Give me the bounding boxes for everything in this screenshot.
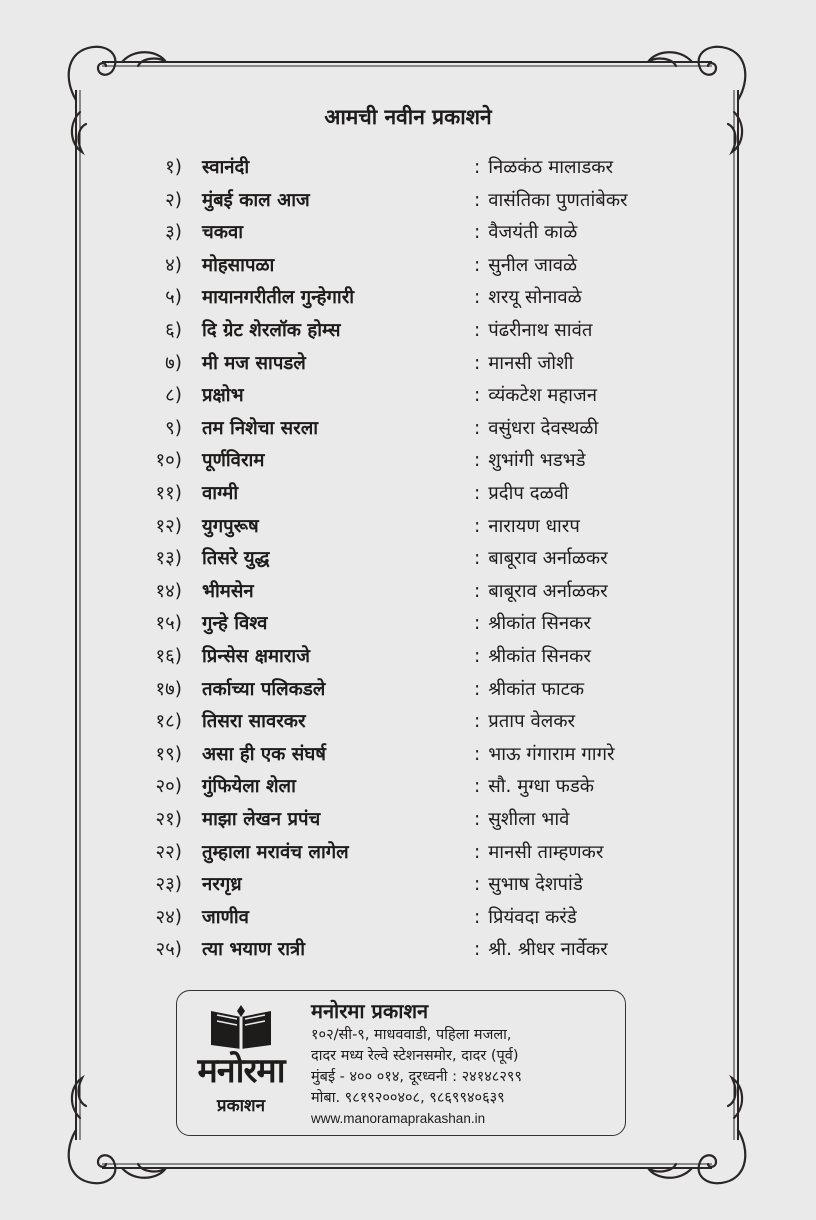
separator-colon: : bbox=[474, 711, 481, 733]
publisher-mobile: मोबा. ९८१९२००४०८, ९८६९९४०६३९ bbox=[311, 1090, 505, 1106]
list-item bbox=[0, 413, 816, 445]
author-name: प्रियंवदा करंडे bbox=[488, 906, 577, 928]
publisher-details bbox=[311, 997, 621, 1129]
list-item bbox=[0, 641, 816, 673]
book-title: युगपुरूष bbox=[202, 515, 259, 537]
list-item bbox=[0, 674, 816, 706]
separator-colon: : bbox=[474, 874, 481, 896]
separator-colon: : bbox=[474, 776, 481, 798]
logo-subtitle: प्रकाशन bbox=[216, 1096, 266, 1116]
book-author bbox=[474, 739, 615, 771]
list-item bbox=[0, 250, 816, 282]
author-name: मानसी ताम्हणकर bbox=[488, 841, 604, 863]
item-number: ११) bbox=[155, 483, 182, 504]
list-item bbox=[0, 282, 816, 314]
book-title: प्रिन्सेस क्षमाराजे bbox=[202, 646, 310, 667]
book-author bbox=[474, 576, 608, 608]
author-name: श्रीकांत सिनकर bbox=[488, 646, 591, 667]
author-name: श्रीकांत फाटक bbox=[488, 678, 585, 700]
list-item bbox=[0, 902, 816, 934]
item-number: ९) bbox=[165, 417, 182, 439]
item-number: १) bbox=[165, 157, 182, 178]
book-author bbox=[474, 380, 597, 412]
book-title: तिसरे युद्ध bbox=[202, 548, 270, 570]
item-number: ८) bbox=[165, 385, 182, 407]
item-number: २२) bbox=[155, 841, 182, 863]
book-title: मी मज सापडले bbox=[202, 352, 306, 374]
list-item bbox=[0, 511, 816, 543]
author-name: सुनील जावळे bbox=[488, 254, 578, 276]
separator-colon: : bbox=[474, 613, 481, 635]
book-author bbox=[474, 771, 594, 803]
book-title: जाणीव bbox=[202, 906, 249, 928]
book-title: नरगृध्र bbox=[202, 874, 242, 896]
book-title: मोहसापळा bbox=[202, 254, 275, 276]
list-item bbox=[0, 837, 816, 869]
book-title: मायानगरीतील गुन्हेगारी bbox=[202, 287, 355, 309]
separator-colon: : bbox=[474, 939, 481, 961]
book-author bbox=[474, 837, 603, 869]
separator-colon: : bbox=[474, 841, 481, 863]
item-number: ७) bbox=[165, 352, 182, 374]
book-author bbox=[474, 902, 577, 934]
book-author bbox=[474, 641, 591, 673]
publisher-logo bbox=[187, 1005, 295, 1123]
list-item bbox=[0, 185, 816, 217]
publisher-phone: मुंबई - ४०० ०१४, दूरध्वनी : २४१४८२९९ bbox=[311, 1069, 522, 1085]
book-title: तर्काच्या पलिकडले bbox=[202, 678, 326, 700]
author-name: शुभांगी भडभडे bbox=[488, 450, 586, 472]
list-item bbox=[0, 706, 816, 738]
author-name: नारायण धारप bbox=[488, 515, 580, 537]
book-title: वाग्मी bbox=[202, 483, 239, 504]
book-title: त्या भयाण रात्री bbox=[202, 939, 306, 961]
author-name: सुशीला भावे bbox=[488, 809, 570, 830]
book-author bbox=[474, 804, 569, 836]
book-title: स्वानंदी bbox=[202, 157, 250, 178]
publisher-address-2: दादर मध्य रेल्वे स्टेशनसमोर, दादर (पूर्व) bbox=[311, 1048, 519, 1064]
author-name: सौ. मुग्धा फडके bbox=[488, 776, 594, 798]
separator-colon: : bbox=[474, 515, 481, 537]
author-name: प्रदीप दळवी bbox=[488, 483, 569, 504]
book-icon bbox=[207, 1005, 275, 1049]
book-author bbox=[474, 282, 582, 314]
separator-colon: : bbox=[474, 254, 481, 276]
item-number: १०) bbox=[155, 450, 182, 472]
item-number: २३) bbox=[155, 874, 182, 896]
list-item bbox=[0, 478, 816, 510]
separator-colon: : bbox=[474, 743, 481, 765]
author-name: प्रताप वेलकर bbox=[488, 711, 576, 733]
publisher-address-1: १०२/सी-९, माधववाडी, पहिला मजला, bbox=[311, 1027, 512, 1043]
book-title: असा ही एक संघर्ष bbox=[202, 743, 326, 765]
author-name: बाबूराव अर्नाळकर bbox=[488, 548, 608, 570]
list-item bbox=[0, 934, 816, 966]
book-author bbox=[474, 543, 608, 575]
separator-colon: : bbox=[474, 580, 481, 602]
book-title: माझा लेखन प्रपंच bbox=[202, 809, 321, 830]
item-number: १३) bbox=[155, 548, 182, 570]
book-title: गुन्हे विश्व bbox=[202, 613, 268, 635]
publisher-box bbox=[176, 990, 626, 1136]
separator-colon: : bbox=[474, 385, 481, 407]
book-author bbox=[474, 250, 577, 282]
item-number: १४) bbox=[155, 580, 182, 602]
book-title: पूर्णविराम bbox=[202, 450, 265, 472]
author-name: वसुंधरा देवस्थळी bbox=[488, 417, 599, 439]
book-author bbox=[474, 934, 608, 966]
item-number: ३) bbox=[165, 222, 182, 244]
book-author bbox=[474, 348, 573, 380]
separator-colon: : bbox=[474, 222, 481, 244]
separator-colon: : bbox=[474, 320, 481, 341]
item-number: ४) bbox=[165, 254, 182, 276]
item-number: ६) bbox=[165, 320, 182, 341]
book-title: तुम्हाला मरावंच लागेल bbox=[202, 841, 349, 863]
list-item bbox=[0, 576, 816, 608]
separator-colon: : bbox=[474, 417, 481, 439]
item-number: १९) bbox=[155, 743, 182, 765]
list-item bbox=[0, 152, 816, 184]
book-title: प्रक्षोभ bbox=[202, 385, 244, 407]
item-number: २५) bbox=[155, 939, 182, 961]
book-title: गुंफियेला शेला bbox=[202, 776, 296, 798]
book-author bbox=[474, 869, 583, 901]
item-number: २४) bbox=[155, 906, 182, 928]
list-item bbox=[0, 445, 816, 477]
author-name: पंढरीनाथ सावंत bbox=[488, 320, 593, 341]
book-title: मुंबई काल आज bbox=[202, 189, 310, 211]
author-name: निळकंठ मालाडकर bbox=[488, 157, 614, 178]
list-item bbox=[0, 771, 816, 803]
logo-wordmark: मनोरमा bbox=[197, 1051, 285, 1091]
item-number: २०) bbox=[155, 776, 182, 798]
book-author bbox=[474, 413, 598, 445]
list-item bbox=[0, 217, 816, 249]
separator-colon: : bbox=[474, 646, 481, 667]
item-number: १७) bbox=[155, 678, 182, 700]
book-title: दि ग्रेट शेरलॉक होम्स bbox=[202, 320, 341, 341]
author-name: सुभाष देशपांडे bbox=[488, 874, 583, 896]
author-name: मानसी जोशी bbox=[488, 352, 574, 374]
publisher-website-link[interactable]: www.manoramaprakashan.in bbox=[311, 1111, 486, 1126]
separator-colon: : bbox=[474, 678, 481, 700]
author-name: श्री. श्रीधर नार्वेकर bbox=[488, 939, 608, 961]
item-number: १२) bbox=[155, 515, 182, 537]
separator-colon: : bbox=[474, 352, 481, 374]
book-author bbox=[474, 217, 577, 249]
item-number: २) bbox=[165, 189, 182, 211]
book-author bbox=[474, 511, 580, 543]
author-name: शरयू सोनावळे bbox=[488, 287, 582, 309]
book-author bbox=[474, 674, 584, 706]
author-name: बाबूराव अर्नाळकर bbox=[488, 580, 608, 602]
book-author bbox=[474, 315, 592, 347]
author-name: वैजयंती काळे bbox=[488, 222, 578, 244]
separator-colon: : bbox=[474, 450, 481, 472]
item-number: २१) bbox=[155, 809, 182, 830]
list-item bbox=[0, 380, 816, 412]
publisher-name: मनोरमा प्रकाशन bbox=[311, 999, 429, 1023]
author-name: श्रीकांत सिनकर bbox=[488, 613, 591, 635]
book-author bbox=[474, 152, 613, 184]
author-name: वासंतिका पुणतांबेकर bbox=[488, 189, 628, 211]
list-item bbox=[0, 608, 816, 640]
list-item bbox=[0, 739, 816, 771]
book-author bbox=[474, 608, 591, 640]
separator-colon: : bbox=[474, 809, 481, 830]
book-title: तिसरा सावरकर bbox=[202, 711, 306, 733]
book-title: भीमसेन bbox=[202, 580, 254, 602]
separator-colon: : bbox=[474, 906, 481, 928]
item-number: ५) bbox=[165, 287, 182, 309]
list-item bbox=[0, 869, 816, 901]
book-author bbox=[474, 185, 628, 217]
item-number: १५) bbox=[155, 613, 182, 635]
list-item bbox=[0, 348, 816, 380]
list-item bbox=[0, 315, 816, 347]
author-name: भाऊ गंगाराम गागरे bbox=[488, 743, 615, 765]
book-author bbox=[474, 706, 575, 738]
book-author bbox=[474, 445, 586, 477]
separator-colon: : bbox=[474, 287, 481, 309]
list-item bbox=[0, 804, 816, 836]
separator-colon: : bbox=[474, 157, 481, 178]
page-title: आमची नवीन प्रकाशने bbox=[324, 105, 492, 129]
book-author bbox=[474, 478, 569, 510]
author-name: व्यंकटेश महाजन bbox=[488, 385, 597, 407]
separator-colon: : bbox=[474, 548, 481, 570]
separator-colon: : bbox=[474, 483, 481, 504]
book-title: तम निशेचा सरला bbox=[202, 417, 319, 439]
item-number: १६) bbox=[155, 646, 182, 667]
item-number: १८) bbox=[155, 711, 182, 733]
separator-colon: : bbox=[474, 189, 481, 211]
list-item bbox=[0, 543, 816, 575]
book-title: चकवा bbox=[202, 222, 244, 244]
